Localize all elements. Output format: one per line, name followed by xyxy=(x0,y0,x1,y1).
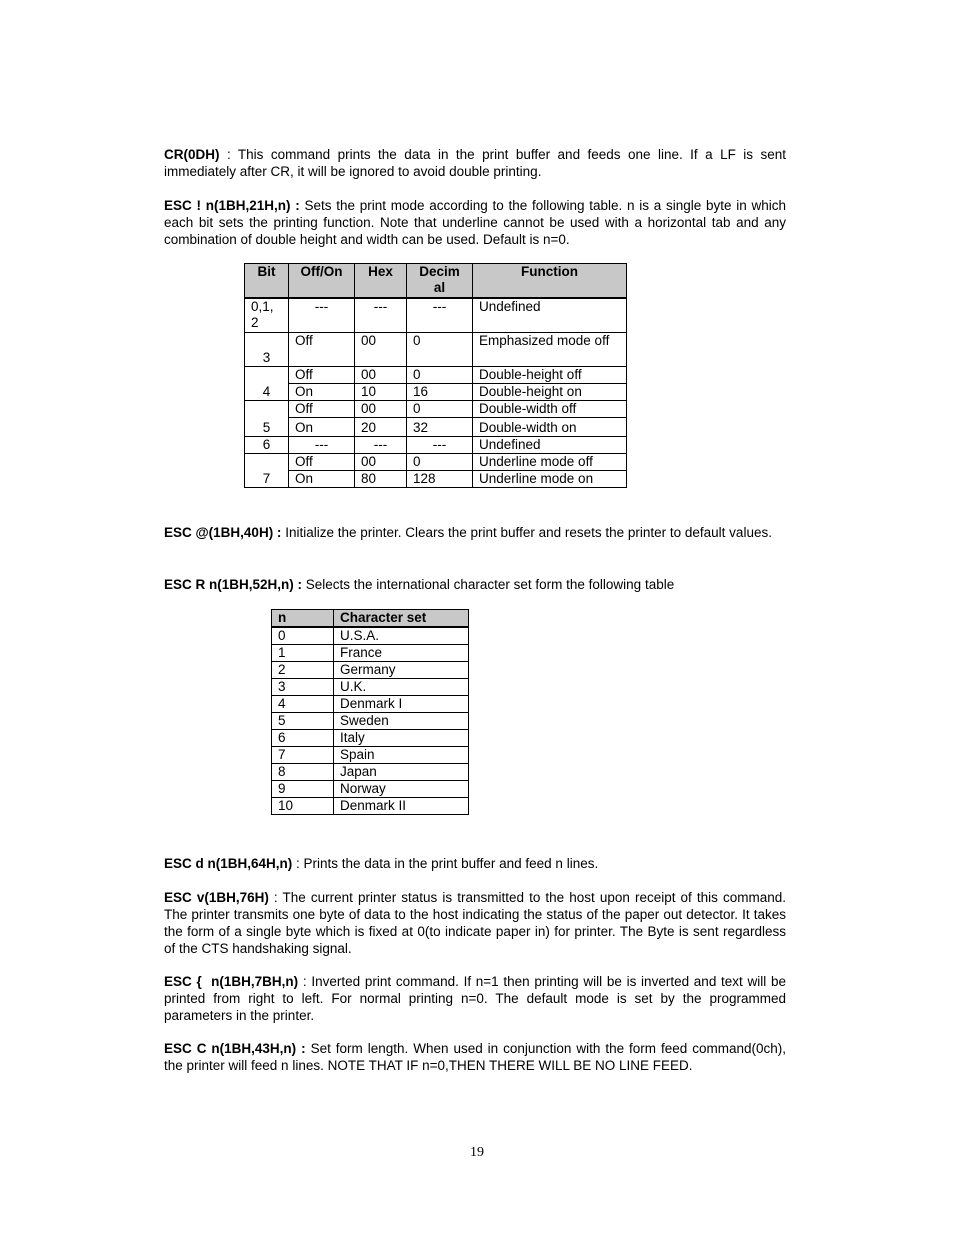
state-cell: --- xyxy=(289,436,355,453)
function-cell: Underline mode on xyxy=(473,470,627,487)
table-row xyxy=(272,679,469,696)
esc-c-paragraph xyxy=(164,1040,786,1074)
esc-c-command: ESC C n(1BH,43H,n) : xyxy=(164,1041,306,1056)
character-set-table xyxy=(271,609,469,815)
state-cell: Off xyxy=(289,366,355,383)
print-mode-table xyxy=(244,263,627,488)
function-cell: Underline mode off xyxy=(473,453,627,470)
esc-v-description: : The current printer status is transmitted to the host upon receipt of this command. The printer transmits one byte of data to the host indicating the status of the paper out detector. It takes the form of a single byte which is fixed at 0(to indicate paper in) for printer. The Byte is sent regardless of the CTS handshaking signal. xyxy=(164,890,786,956)
cr-description: : This command prints the data in the print buffer and feeds one line. If a LF is sent immediately after CR, it will be ignored to avoid double printing. xyxy=(164,147,786,179)
charset-cell: Spain xyxy=(334,747,469,764)
charset-cell: Germany xyxy=(334,662,469,679)
state-cell: Off xyxy=(289,332,355,366)
cr-command: CR(0DH) xyxy=(164,147,220,162)
n-cell: 8 xyxy=(272,764,334,781)
charset-cell: U.K. xyxy=(334,679,469,696)
header-hex: Hex xyxy=(355,264,407,299)
esc-d-description: : Prints the data in the print buffer and feed n lines. xyxy=(292,856,599,871)
esc-v-paragraph xyxy=(164,889,786,957)
esc-d-command: ESC d n(1BH,64H,n) xyxy=(164,856,293,871)
decimal-cell: --- xyxy=(407,298,473,332)
table-row xyxy=(272,781,469,798)
hex-cell: 00 xyxy=(355,366,407,383)
state-cell: --- xyxy=(289,298,355,332)
hex-cell: 10 xyxy=(355,383,407,400)
function-cell: Undefined xyxy=(473,298,627,332)
n-cell: 7 xyxy=(272,747,334,764)
table-row xyxy=(245,366,627,383)
bit-cell: 5 xyxy=(245,400,289,436)
esc-at-description: Initialize the printer. Clears the print buffer and resets the printer to default values. xyxy=(281,525,772,540)
table-row xyxy=(272,662,469,679)
hex-cell: 20 xyxy=(355,417,407,436)
table-row xyxy=(272,627,469,645)
n-cell: 6 xyxy=(272,730,334,747)
function-cell: Undefined xyxy=(473,436,627,453)
bit-cell: 7 xyxy=(245,453,289,487)
state-cell: On xyxy=(289,417,355,436)
page-number: 19 xyxy=(470,1145,484,1160)
function-cell: Double-height on xyxy=(473,383,627,400)
esc-brace-description: : Inverted print command. If n=1 then printing will be is inverted and text will be printed from right to left. For normal printing n=0. The default mode is set by the programmed parameters in the printer. xyxy=(164,974,787,1023)
function-cell: Double-width off xyxy=(473,400,627,417)
esc-brace-command: ESC { n(1BH,7BH,n) xyxy=(164,974,299,989)
table-row xyxy=(272,713,469,730)
table-row xyxy=(245,332,627,366)
header-decimal: Decim al xyxy=(407,264,473,299)
decimal-cell: 128 xyxy=(407,470,473,487)
state-cell: Off xyxy=(289,453,355,470)
hex-cell: 80 xyxy=(355,470,407,487)
state-cell: On xyxy=(289,383,355,400)
hex-cell: --- xyxy=(355,298,407,332)
esc-at-command: ESC @(1BH,40H) : xyxy=(164,525,282,540)
table-header-row xyxy=(245,264,627,299)
table-row xyxy=(245,298,627,332)
hex-cell: 00 xyxy=(355,453,407,470)
charset-cell: Denmark II xyxy=(334,798,469,815)
table-row xyxy=(245,470,627,487)
n-cell: 1 xyxy=(272,645,334,662)
charset-cell: Denmark I xyxy=(334,696,469,713)
table-row xyxy=(272,747,469,764)
n-cell: 10 xyxy=(272,798,334,815)
esc-excl-description: Sets the print mode according to the following table. n is a single byte in which each bit sets the printing function. Note that underline cannot be used with a horizontal tab and any combination of double height and width can be used. Default is n=0. xyxy=(164,198,786,247)
table-row xyxy=(272,730,469,747)
esc-c-description: Set form length. When used in conjunction with the form feed command(0ch), the printer will feed n lines. NOTE THAT IF n=0,THEN THERE WILL BE NO LINE FEED. xyxy=(164,1041,787,1073)
header-n: n xyxy=(272,610,334,628)
esc-r-description: Selects the international character set form the following table xyxy=(302,577,675,592)
header-bit: Bit xyxy=(245,264,289,299)
esc-r-paragraph xyxy=(164,576,786,593)
esc-brace-paragraph xyxy=(164,973,786,1024)
hex-cell: 00 xyxy=(355,332,407,366)
header-character-set: Character set xyxy=(334,610,469,628)
table-row xyxy=(272,696,469,713)
n-cell: 0 xyxy=(272,627,334,645)
esc-v-command: ESC v(1BH,76H) xyxy=(164,890,269,905)
esc-r-command: ESC R n(1BH,52H,n) : xyxy=(164,577,303,592)
n-cell: 3 xyxy=(272,679,334,696)
table-row xyxy=(245,400,627,417)
decimal-cell: 16 xyxy=(407,383,473,400)
charset-cell: Japan xyxy=(334,764,469,781)
esc-at-paragraph xyxy=(164,524,786,541)
function-cell: Emphasized mode off xyxy=(473,332,627,366)
table-row xyxy=(245,417,627,436)
decimal-cell: --- xyxy=(407,436,473,453)
n-cell: 9 xyxy=(272,781,334,798)
table-row xyxy=(245,383,627,400)
table-row xyxy=(272,798,469,815)
bit-cell: 6 xyxy=(245,436,289,453)
decimal-cell: 0 xyxy=(407,332,473,366)
charset-cell: Norway xyxy=(334,781,469,798)
table-row xyxy=(245,453,627,470)
decimal-cell: 0 xyxy=(407,366,473,383)
n-cell: 4 xyxy=(272,696,334,713)
state-cell: Off xyxy=(289,400,355,417)
esc-d-paragraph xyxy=(164,855,786,872)
esc-excl-paragraph xyxy=(164,197,786,248)
table-row xyxy=(245,436,627,453)
charset-cell: Sweden xyxy=(334,713,469,730)
n-cell: 5 xyxy=(272,713,334,730)
bit-cell: 3 xyxy=(245,332,289,366)
hex-cell: --- xyxy=(355,436,407,453)
cr-paragraph xyxy=(164,146,786,180)
table-header-row xyxy=(272,610,469,628)
function-cell: Double-width on xyxy=(473,417,627,436)
decimal-cell: 32 xyxy=(407,417,473,436)
esc-excl-command: ESC ! n(1BH,21H,n) : xyxy=(164,198,300,213)
header-off-on: Off/On xyxy=(289,264,355,299)
table-row xyxy=(272,645,469,662)
charset-cell: U.S.A. xyxy=(334,627,469,645)
decimal-cell: 0 xyxy=(407,453,473,470)
table-row xyxy=(272,764,469,781)
n-cell: 2 xyxy=(272,662,334,679)
function-cell: Double-height off xyxy=(473,366,627,383)
bit-cell: 0,1, 2 xyxy=(245,298,289,332)
hex-cell: 00 xyxy=(355,400,407,417)
decimal-cell: 0 xyxy=(407,400,473,417)
state-cell: On xyxy=(289,470,355,487)
charset-cell: France xyxy=(334,645,469,662)
header-function: Function xyxy=(473,264,627,299)
charset-cell: Italy xyxy=(334,730,469,747)
bit-cell: 4 xyxy=(245,366,289,400)
